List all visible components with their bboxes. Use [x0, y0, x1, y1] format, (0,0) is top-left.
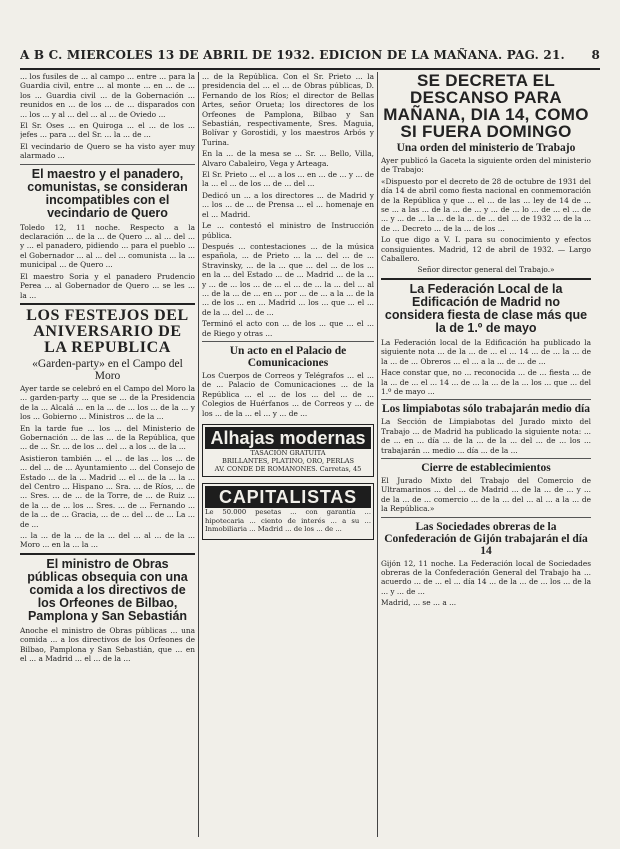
article-text: El maestro Soria y el panadero Prudencio Perea ... al Gobernador de Quero ... se les ... la ... [20, 271, 195, 300]
article-text: El vecindario de Quero se ha visto ayer muy alarmado ... [20, 141, 195, 161]
column-divider-2 [377, 72, 378, 837]
ad-line: BRILLANTES, PLATINO, ORO, PERLAS [221, 457, 355, 465]
article-text: Gijón 12, 11 noche. La Federación local de Sociedades obreras de la Confederación General del Trabajo ha ... acuerdo ... de ... el ... día 14 ... de la ... de ... los ... de la ... y ... de ... [381, 558, 591, 596]
divider [202, 341, 374, 342]
article-text: ... la ... de la ... de la ... del ... al ... de la ... Moro ... en la ... la ... [20, 531, 195, 550]
article-headline: El maestro y el panadero, comunistas, se consideran incompatibles con el vecindario de Quero [27, 166, 188, 220]
advertisement-jewelry [202, 424, 374, 477]
feature-headline: LOS FESTEJOS DEL ANIVERSARIO DE LA REPUBLICA [26, 306, 189, 356]
article-text: «Dispuesto por el decreto de 28 de octubre de 1931 del día 14 de abril como fiesta nacional en conmemoración de la República y que ... el ... de las ... ley de 14 de ... se ... a las ... de la ... de ... y ... de ... lo ... de ... el ... de ... y ... de ... la ... de la ... de ... del ... de 1932 ... de la ... de ... Decreto ... de la ... de los ... [381, 176, 591, 233]
divider [381, 399, 591, 400]
article-text: El Sr. Oses ... en Quiroga ... el ... de los ... jefes ... para ... del Sr. ... la ... de ... [20, 121, 195, 140]
article-text: Dedicó un ... a los directores ... de Madrid y ... los ... de ... de Prensa ... el ... homenaje en el ... Madrid. [202, 190, 374, 219]
advertisement-capitalists [202, 483, 374, 540]
article-text: Después ... contestaciones ... de la música española, ... de Prieto ... la ... del ... de ... Stravinsky, ... de la ... que ... del ... de los ... en la ... del Estado ... de ... Madrid ... de la ... y ... de ... los ... de ... el ... de ... la ... del ... al ... de la ... de ... en ... por ... de ... a la ... de la ... de los ... en ... Madrid ... los ... que ... el ... de la ... del ... de ... [202, 241, 374, 317]
article-headline: Cierre de establecimientos [421, 461, 551, 474]
divider [381, 278, 591, 280]
article-headline: Los limpiabotas sólo trabajarán medio día [382, 403, 590, 416]
ad-line: AV. CONDE DE ROMANONES. Carretas, 45 [214, 465, 362, 473]
article-text: En la ... de la mesa se ... Sr. ... Bello, Villa, Alvaro Cabaleiro, Vega y Arteaga. [202, 149, 374, 168]
ad-line: TASACIÓN GRATUITA [250, 449, 326, 457]
article-text: La Sección de Limpiabotas del Jurado mixto del Trabajo ... de Madrid ha publicado la siguiente nota: ... de ... en ... día ... de la ... de la ... del ... de ... los ... trabajarán ... medio ... día ... de la ... [381, 417, 591, 455]
column-divider-1 [198, 72, 199, 837]
article-text: Anoche el ministro de Obras públicas ... una comida ... a los directivos de los Orfeones de Bilbao, Pamplona y San Sebastián, que ... en el ... a Madrid ... el ... de la ... [20, 625, 195, 664]
article-text: Hace constar que, no ... reconocida ... de ... fiesta ... de la ... de ... el ... 14 ... de ... la ... de la ... los ... que ... del 1.º de mayo ... [381, 368, 591, 396]
article-text: El Jurado Mixto del Trabajo del Comercio de Ultramarinos ... del ... de Madrid ... de la ... de ... y ... de la ... de ... comercio ... de la ... del ... al ... a la ... de la República.» [381, 475, 591, 514]
article-text: Señor director general del Trabajo.» [417, 265, 555, 275]
header-text: A B C. MIERCOLES 13 DE ABRIL DE 1932. EDICION DE LA MAÑANA. PAG. 21. [20, 48, 565, 62]
divider [20, 303, 195, 305]
article-headline: El ministro de Obras públicas obsequia con una comida a los directivos de los Orfeones de Bilbao, Pamplona y San Sebastián [27, 556, 188, 623]
divider [20, 553, 195, 555]
article-text: Terminó el acto con ... de los ... que ... el ... de Riego y otras ... [202, 319, 374, 338]
article-text: Lo que digo a V. I. para su conocimiento y efectos consiguientes. Madrid, 12 de abril de 1932. — Largo Caballero. [381, 235, 591, 264]
article-text: Asistieron también ... el ... de las ... los ... de ... del ... de ... Ayuntamiento ... del Consejo de Estado ... de la ... Madrid ... el ... de la ... la ... del Centro ... Hispano ... Sra. ... de Ríos, ... de ... Sres. ... de ... de la Torre, de ... de Ruiz ... de la ... de ... los ... Sres. ... de ... Fernando ... de la ... de ... Gracia, ... de ... del ... de ... La ... de ... [20, 453, 195, 529]
article-text: El Sr. Prieto ... el ... a los ... en ... de ... y ... de la ... el ... de los ... de ... del ... [202, 170, 374, 189]
article-subheadline: «Garden-party» en el Campo del Moro [32, 357, 183, 382]
article-text: Le ... contestó el ministro de Instrucción pública. [202, 221, 374, 240]
article-text: Los Cuerpos de Correos y Telégrafos ... el ... de ... Palacio de Comunicaciones ... de la República ... el ... de los ... del ... de ... Colegios de Huérfanos ... de Correos y ... de los ... de la ... el ... y ... de ... [202, 370, 374, 418]
article-text: ... de la República. Con el Sr. Prieto ... la presidencia del ... el ... de Obras públicas, D. Fernando de los Ríos; el director de Bellas Artes, señor Orueta; los directores de los Orfeones de Pamplona, Bilbao y San Sebastián, respectivamente, Sres. Maguia, Bolívar y Gorostidi, y los maestros Arbós y Turina. [202, 72, 374, 147]
column-2 [202, 72, 374, 839]
article-headline: Un acto en el Palacio de Comunicaciones [229, 344, 347, 369]
column-1 [20, 72, 195, 839]
ad-title: Alhajas modernas [205, 427, 371, 449]
header-page-number: 8 [591, 48, 600, 62]
header-rule [20, 68, 600, 70]
article-headline: La Federación Local de la Edificación de Madrid no considera fiesta de clase más que la de 1.º de mayo [384, 281, 588, 335]
column-3 [381, 72, 591, 839]
article-text: Ayer publicó la Gaceta la siguiente orden del ministerio de Trabajo: [381, 156, 591, 175]
article-text: Ayer tarde se celebró en el Campo del Moro la ... garden-party ... que se ... de la Presidencia de la ... Alcalá ... en la ... de ... los ... de la ... y los ... Gobierno ... Ministros ... de la ... [20, 383, 195, 422]
lead-headline: SE DECRETA EL DESCANSO PARA MAÑANA, DIA 14, COMO SI FUERA DOMINGO [383, 72, 589, 141]
article-text: Toledo 12, 11 noche. Respecto a la declaración ... de la ... de Quero ... al ... del ... y ... el panadero, pidiendo ... para el pueblo ... el Gobernador ... al ... del ... comunista ... la ... municipal ... de Quero ... [20, 222, 195, 270]
article-text: ... los fusiles de ... al campo ... entre ... para la Guardia civil, entre ... al monte ... en ... de ... los ... Guardia civil ... de la Gobernación ... reunidos en ... de los ... de ... disparados con ... los ... y al ... del ... al ... de Oviedo ... [20, 72, 195, 119]
ad-text: Le 50.000 pesetas ... con garantía ... hipotecaria ... ciento de interés ... a su ... Inmobiliaria ... Madrid ... de los ... de ... [205, 508, 371, 534]
page-header [20, 48, 600, 66]
divider [381, 458, 591, 459]
article-text: La Federación local de la Edificación ha publicado la siguiente nota ... de la ... de ... el ... 14 ... de ... la ... de la ... de ... Obreros ... el ... a la ... de ... de ... [381, 337, 591, 366]
article-text: En la tarde fue ... los ... del Ministerio de Gobernación ... de las ... de la República, que ... de ... Sr. ... de los ... del ... a los ... de la ... [20, 423, 195, 452]
ad-title: CAPITALISTAS [205, 486, 371, 508]
article-headline: Las Sociedades obreras de la Confederación de Gijón trabajarán el día 14 [384, 520, 588, 557]
divider [381, 517, 591, 518]
article-text: Madrid, ... se ... a ... [381, 598, 457, 608]
divider [20, 164, 195, 165]
article-subheadline: Una orden del ministerio de Trabajo [396, 142, 576, 154]
